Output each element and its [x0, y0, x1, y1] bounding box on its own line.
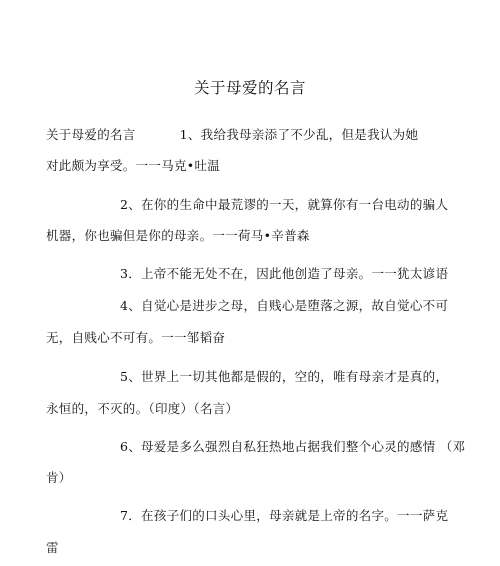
- text-line-5: 3．上帝不能无处不在，因此他创造了母亲。一一犹太谚语: [120, 266, 449, 281]
- document-title: 关于母爱的名言: [193, 79, 306, 97]
- text-line-13: 雷: [46, 540, 59, 555]
- text-line-7: 无，自贱心不可有。一一邹韬奋: [46, 330, 226, 345]
- text-line-2: 对此颇为享受。一一马克•吐温: [46, 158, 221, 173]
- text-line-4: 机器，你也骗但是你的母亲。一一荷马•辛普森: [46, 228, 310, 243]
- text-line-11: 肯）: [46, 470, 72, 485]
- text-line-1: [46, 127, 418, 143]
- quote-1-start: 1、我给我母亲添了不少乱，但是我认为她: [179, 127, 419, 142]
- heading-inline: 关于母爱的名言: [46, 127, 136, 142]
- text-line-8: 5、世界上一切其他都是假的，空的，唯有母亲才是真的，: [120, 369, 449, 384]
- text-line-12: 7．在孩子们的口头心里，母亲就是上帝的名字。一一萨克: [120, 508, 449, 523]
- text-line-6: 4、自觉心是进步之母，自贱心是堕落之源，故自觉心不可: [120, 298, 449, 313]
- text-line-3: 2、在你的生命中最荒谬的一天，就算你有一台电动的骗人: [120, 197, 449, 212]
- text-line-9: 永恒的，不灭的。（印度）（名言）: [46, 401, 239, 416]
- text-line-10: 6、母爱是多么强烈自私狂热地占据我们整个心灵的感情 （邓: [120, 439, 466, 454]
